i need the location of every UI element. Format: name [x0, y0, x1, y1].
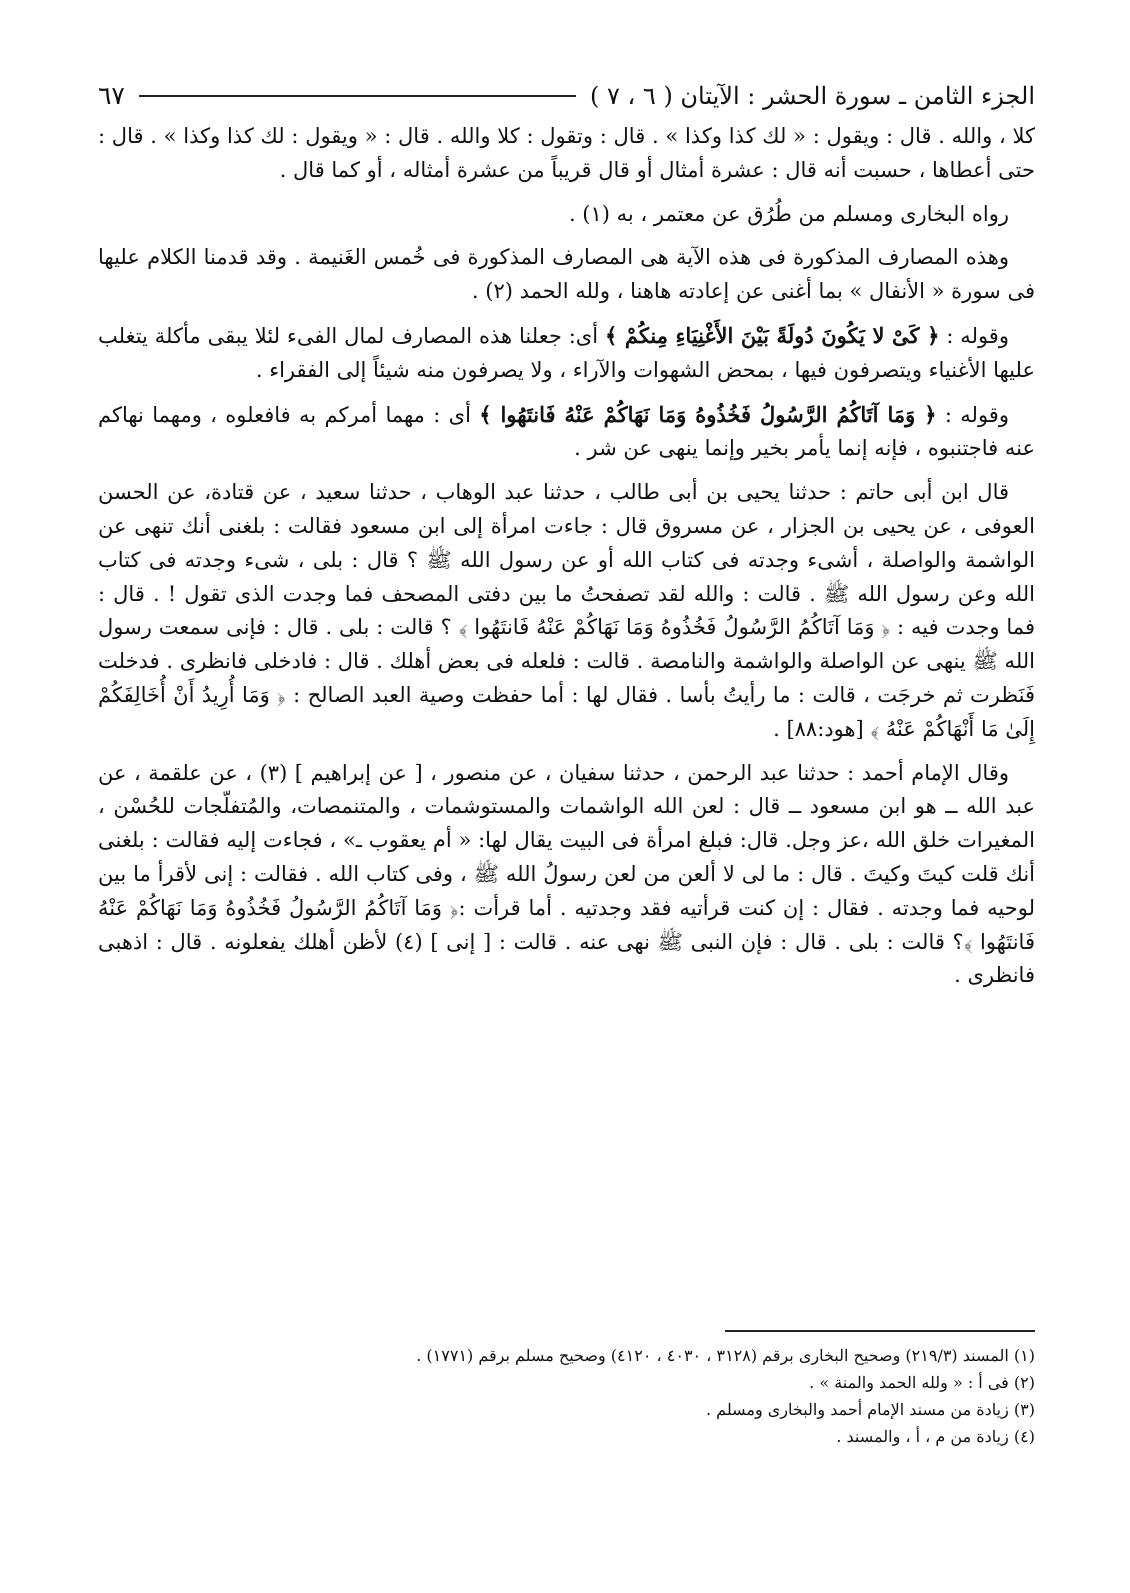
footnote-separator	[725, 1330, 1035, 1332]
paragraph-3	[98, 241, 1035, 309]
paragraph-4-commentary: أى: جعلنا هذه المصارف لمال الفىء لئلا يبقى مأكلة يتغلب عليها الأغنياء ويتصرفون فيها ، بمحض الشهوات والآراء ، ولا يصرفون منه شيئاً إلى الفقراء .	[98, 323, 1035, 382]
paragraph-3-text: وهذه المصارف المذكورة فى هذه الآية هى المصارف المذكورة فى خُمس الغَنيمة . وقد قدمنا الكلام عليها فى سورة « الأنفال » بما أغنى عن إعادته هاهنا ، ولله الحمد (٢) .	[98, 245, 1035, 304]
quran-verse: ﴿ وَمَا آتَاكُمُ الرَّسُولُ فَخُذُوهُ وَمَا نَهَاكُمْ عَنْهُ فَانتَهُوا ﴾	[479, 401, 937, 427]
paragraph-6-text: قال ابن أبى حاتم : حدثنا يحيى بن أبى طالب ، حدثنا عبد الوهاب ، حدثنا سعيد ، عن قتادة، عن الحسن العوفى ، عن يحيى بن الجزار ، عن مسروق قال : جاءت امرأة إلى ابن مسعود فقالت : بلغنى أنك تنهى عن الواشمة والواصلة ، أشىء وجدته فى كتاب الله أو عن رسول الله ﷺ ؟ قال : بلى ، شىء وجدته فى كتاب الله وعن رسول الله ﷺ . قالت : والله لقد تصفحتُ ما بين دفتى المصحف فما وجدت الذى تقول ! . قال : فما وجدت فيه : ﴿ وَمَا آتَاكُمُ الرَّسُولُ فَخُذُوهُ وَمَا نَهَاكُمْ عَنْهُ فَانتَهُوا ﴾ ؟ قالت : بلى . قال : فإنى سمعت رسول الله ﷺ ينهى عن الواصلة والواشمة والنامصة . قالت : فلعله فى بعض أهلك . قال : فادخلى فانظرى . فدخلت فَنَظرت ثم خرجَت ، قالت : ما رأيتُ بأسا . فقال لها : أما حفظت وصية العبد الصالح : ﴿ وَمَا أُرِيدُ أَنْ أُخَالِفَكُمْ إِلَىٰ مَا أَنْهَاكُمْ عَنْهُ ﴾ [هود:٨٨] .	[98, 480, 1035, 741]
footnotes	[98, 1342, 1035, 1450]
paragraph-4	[98, 319, 1035, 388]
footnote-2: (٢) فى أ : « ولله الحمد والمنة » .	[809, 1373, 1035, 1392]
paragraph-7	[98, 757, 1035, 994]
header-rule	[139, 95, 576, 97]
paragraph-2-text: رواه البخارى ومسلم من طُرُق عن معتمر ، به (١) .	[568, 201, 1009, 226]
page-header	[98, 74, 1035, 118]
paragraph-1-text: كلا ، والله . قال : ويقول : « لك كذا وكذا » . قال : وتقول : كلا والله . قال : « ويقول : لك كذا وكذا » . قال : حتى أعطاها ، حسبت أنه قال : عشرة أمثال أو قال قريباً من عشرة أمثاله ، أو كما قال .	[98, 124, 1035, 182]
page-number: ٦٧	[98, 81, 125, 110]
paragraph-1	[98, 120, 1035, 188]
footnote-4: (٤) زيادة من م ، أ ، والمسند .	[836, 1427, 1035, 1446]
footnote-1: (١) المسند (٢١٩/٣) وصحيح البخارى برقم (٣١٢٨ ، ٤٠٣٠ ، ٤١٢٠) وصحيح مسلم برقم (١٧٧١) .	[416, 1346, 1035, 1365]
paragraph-6	[98, 476, 1035, 746]
paragraph-4-intro: وقوله :	[939, 323, 1009, 348]
paragraph-7-text: وقال الإمام أحمد : حدثنا عبد الرحمن ، حدثنا سفيان ، عن منصور ، [ عن إبراهيم ] (٣) ، عن علقمة ، عن عبد الله ــ هو ابن مسعود ــ قال : لعن الله الواشمات والمستوشمات ، والمتنمصات، والمُتفلّجات للحُسْن ، المغيرات خلق الله ،عز وجل. قال: فبلغ امرأة فى البيت يقال لها: « أم يعقوب ـ» ، فجاءت إليه فقالت : بلغنى أنك قلت كيتَ وكيتَ . قال : ما لى لا ألعن من لعن رسولُ الله ﷺ ، وفى كتاب الله . فقالت : إنى لأقرأ ما بين لوحيه فما وجدته . فقال : إن كنت قرأتيه فقد وجدتيه . أما قرأت :﴿ وَمَا آتَاكُمُ الرَّسُولُ فَخُذُوهُ وَمَا نَهَاكُمْ عَنْهُ فَانتَهُوا ﴾؟ قالت : بلى . قال : فإن النبى ﷺ نهى عنه . قالت : [ إنى ] (٤) لأظن أهلك يفعلونه . قال : اذهبى فانظرى .	[98, 760, 1035, 988]
main-text	[98, 120, 1035, 993]
quran-verse: ﴿ كَىْ لا يَكُونَ دُولَةً بَيْنَ الأَغْنِيَاءِ مِنكُمْ ﴾	[605, 322, 940, 348]
paragraph-2	[98, 198, 1035, 232]
paragraph-5-intro: وقوله :	[936, 402, 1009, 427]
book-page	[98, 74, 1035, 1534]
running-header-title: الجزء الثامن ـ سورة الحشر : الآيتان ( ٦ ، ٧ )	[590, 82, 1035, 110]
footnote-3: (٣) زيادة من مسند الإمام أحمد والبخارى ومسلم .	[706, 1400, 1035, 1419]
paragraph-5-commentary: أى : مهما أمركم به فافعلوه ، ومهما نهاكم عنه فاجتنبوه ، فإنه إنما يأمر بخير وإنما ينهى عن شر .	[98, 402, 1035, 461]
paragraph-5	[98, 398, 1035, 467]
